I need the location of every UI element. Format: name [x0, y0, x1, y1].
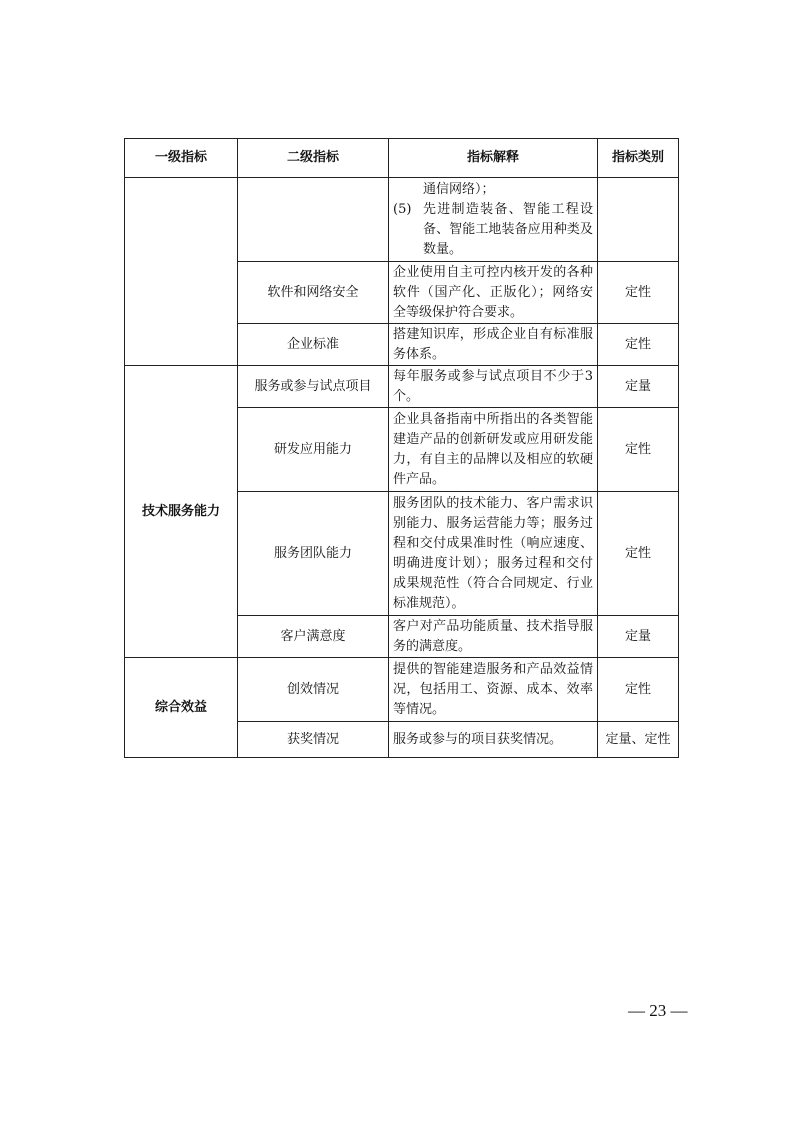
level2-cell: 服务或参与试点项目: [238, 366, 389, 408]
level2-cell: 企业标准: [238, 324, 389, 366]
explanation-cell: 搭建知识库，形成企业自有标准服务体系。: [389, 324, 598, 366]
explanation-cell: 客户对产品功能质量、技术指导服务的满意度。: [389, 616, 598, 658]
item-text: 先进制造装备、智能工程设备、智能工地装备应用种类及数量。: [423, 201, 593, 257]
header-level2: 二级指标: [238, 139, 389, 178]
category-cell: 定量: [598, 366, 679, 408]
explanation-continued-cell: [389, 178, 598, 262]
header-explanation: 指标解释: [389, 139, 598, 178]
table-row: [125, 366, 679, 408]
level2-cell: 研发应用能力: [238, 408, 389, 492]
explanation-cell: 每年服务或参与试点项目不少于3个。: [389, 366, 598, 408]
level1-continued-cell: [125, 178, 238, 366]
level1-tech-service: 技术服务能力: [125, 366, 238, 658]
table-row: [125, 178, 679, 262]
category-cell: 定量: [598, 616, 679, 658]
explanation-cell: 服务团队的技术能力、客户需求识别能力、服务运营能力等；服务过程和交付成果准时性（响应速度、明确进度计划）；服务过程和交付成果规范性（符合合同规定、行业标准规范）。: [389, 492, 598, 616]
level1-comprehensive-benefit: 综合效益: [125, 658, 238, 758]
category-cell: 定性: [598, 492, 679, 616]
level2-cell: 软件和网络安全: [238, 262, 389, 324]
header-level1: 一级指标: [125, 139, 238, 178]
level2-cell: 客户满意度: [238, 616, 389, 658]
category-cell: 定性: [598, 408, 679, 492]
level2-continued-cell: [238, 178, 389, 262]
level2-cell: 服务团队能力: [238, 492, 389, 616]
list-item: [393, 200, 593, 260]
category-cell: 定性: [598, 658, 679, 722]
level2-cell: 获奖情况: [238, 722, 389, 758]
category-cell: 定性: [598, 262, 679, 324]
explanation-cell: 服务或参与的项目获奖情况。: [389, 722, 598, 758]
explanation-cell: 企业使用自主可控内核开发的各种软件（国产化、正版化）；网络安全等级保护符合要求。: [389, 262, 598, 324]
table-header-row: [125, 139, 679, 178]
explanation-cell: 提供的智能建造服务和产品效益情况，包括用工、资源、成本、效率等情况。: [389, 658, 598, 722]
indicator-table: [124, 138, 679, 758]
category-cell: 定性: [598, 324, 679, 366]
explanation-cell: 企业具备指南中所指出的各类智能建造产品的创新研发或应用研发能力，有自主的品牌以及相应的软硬件产品。: [389, 408, 598, 492]
continued-text: 通信网络）；: [423, 181, 495, 197]
table-row: [125, 658, 679, 722]
page-number: — 23 —: [628, 1001, 688, 1020]
level2-cell: 创效情况: [238, 658, 389, 722]
category-cell: 定量、定性: [598, 722, 679, 758]
category-continued-cell: [598, 178, 679, 262]
item-number: (5): [393, 201, 412, 217]
header-category: 指标类别: [598, 139, 679, 178]
